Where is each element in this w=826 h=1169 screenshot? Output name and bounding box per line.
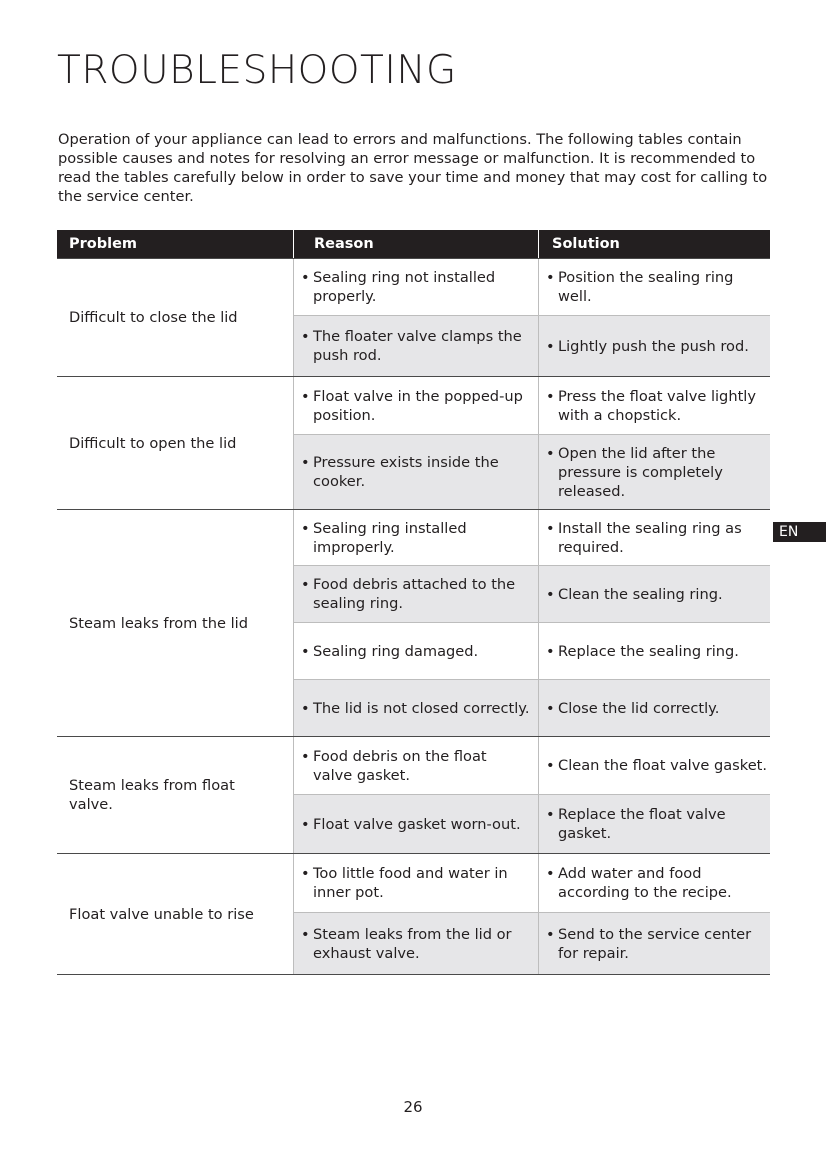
table-row bbox=[293, 565, 770, 622]
bullet: • bbox=[301, 576, 310, 593]
reason-cell bbox=[293, 623, 538, 679]
page-number: 26 bbox=[403, 1098, 423, 1116]
header-solution: Solution bbox=[538, 230, 770, 258]
reason-text: Too little food and water in inner pot. bbox=[313, 865, 508, 901]
table-row bbox=[293, 854, 770, 912]
solution-cell bbox=[538, 737, 770, 794]
reason-cell bbox=[293, 854, 538, 912]
reason-text: Sealing ring not installed properly. bbox=[313, 269, 496, 305]
bullet: • bbox=[546, 642, 555, 660]
intro-paragraph: Operation of your appliance can lead to errors and malfunctions. The following tables contain possible causes and notes for resolving an error message or malfunction. It is recommended to read the tables carefully below in order to save your time and money that may cost for calling to the service center. bbox=[58, 131, 768, 205]
solution-text: Lightly push the push rod. bbox=[558, 337, 749, 355]
solution-cell bbox=[538, 795, 770, 853]
table-group bbox=[57, 376, 770, 509]
bullet: • bbox=[301, 925, 310, 943]
bullet: • bbox=[546, 269, 555, 286]
table-row bbox=[293, 434, 770, 509]
solution-cell bbox=[538, 435, 770, 509]
table-row bbox=[293, 912, 770, 974]
reason-text: The floater valve clamps the push rod. bbox=[313, 328, 522, 364]
language-tab: EN bbox=[773, 522, 826, 542]
problem-cell: Steam leaks from the lid bbox=[69, 614, 248, 632]
solution-text: Position the sealing ring well. bbox=[558, 269, 734, 305]
bullet: • bbox=[301, 328, 310, 345]
bullet: • bbox=[301, 815, 310, 833]
reason-cell bbox=[293, 259, 538, 315]
reason-text: Sealing ring damaged. bbox=[313, 642, 479, 660]
solution-text: Clean the sealing ring. bbox=[558, 585, 723, 603]
solution-text: Add water and food according to the recipe. bbox=[558, 865, 732, 901]
reason-cell bbox=[293, 377, 538, 434]
solution-cell bbox=[538, 913, 770, 974]
bullet: • bbox=[301, 519, 310, 537]
reason-cell bbox=[293, 795, 538, 853]
reason-text: Float valve in the popped-up position. bbox=[313, 387, 523, 424]
table-row bbox=[293, 315, 770, 376]
bullet: • bbox=[546, 699, 555, 717]
reason-cell bbox=[293, 913, 538, 974]
solution-cell bbox=[538, 259, 770, 315]
bullet: • bbox=[301, 387, 310, 405]
bullet: • bbox=[546, 925, 555, 943]
problem-cell: Steam leaks from float valve. bbox=[69, 777, 235, 813]
bullet: • bbox=[546, 444, 555, 462]
solution-cell bbox=[538, 510, 770, 565]
table-row bbox=[293, 794, 770, 853]
bullet: • bbox=[546, 519, 555, 537]
problem-cell: Difficult to close the lid bbox=[69, 309, 238, 326]
bullet: • bbox=[301, 747, 310, 765]
solution-text: Send to the service center for repair. bbox=[558, 925, 752, 962]
header-problem: Problem bbox=[69, 236, 138, 252]
bullet: • bbox=[546, 806, 555, 823]
solution-text: Open the lid after the pressure is completely released. bbox=[558, 444, 723, 500]
table-group bbox=[57, 853, 770, 974]
bullet: • bbox=[546, 585, 555, 603]
solution-cell bbox=[538, 566, 770, 622]
reason-cell bbox=[293, 316, 538, 376]
reason-cell bbox=[293, 737, 538, 794]
solution-text: Close the lid correctly. bbox=[558, 699, 720, 717]
bullet: • bbox=[301, 699, 310, 717]
reason-text: Pressure exists inside the cooker. bbox=[313, 454, 499, 490]
reason-text: Food debris on the float valve gasket. bbox=[313, 747, 487, 784]
bullet: • bbox=[301, 454, 310, 471]
solution-text: Press the float valve lightly with a chopstick. bbox=[558, 387, 756, 424]
solution-cell bbox=[538, 316, 770, 376]
solution-cell bbox=[538, 377, 770, 434]
reason-text: Float valve gasket worn-out. bbox=[313, 815, 521, 833]
bullet: • bbox=[546, 757, 555, 774]
table-row bbox=[293, 622, 770, 679]
troubleshooting-table bbox=[57, 230, 770, 975]
reason-text: Food debris attached to the sealing ring. bbox=[313, 576, 516, 612]
solution-cell bbox=[538, 680, 770, 736]
table-row bbox=[293, 377, 770, 434]
reason-text: The lid is not closed correctly. bbox=[313, 699, 530, 717]
bullet: • bbox=[546, 387, 555, 405]
bullet: • bbox=[301, 642, 310, 660]
table-header bbox=[57, 230, 770, 258]
table-row bbox=[293, 737, 770, 794]
bullet: • bbox=[301, 865, 310, 882]
table-row bbox=[293, 259, 770, 315]
reason-cell bbox=[293, 680, 538, 736]
solution-cell bbox=[538, 623, 770, 679]
problem-cell: Difficult to open the lid bbox=[69, 434, 237, 452]
table-row bbox=[293, 510, 770, 565]
table-row bbox=[293, 679, 770, 736]
table-group bbox=[57, 509, 770, 736]
page-title: TROUBLESHOOTING bbox=[57, 48, 457, 93]
reason-text: Sealing ring installed improperly. bbox=[313, 519, 467, 556]
solution-text: Clean the float valve gasket. bbox=[558, 757, 768, 774]
table-group bbox=[57, 258, 770, 376]
reason-cell bbox=[293, 435, 538, 509]
header-reason: Reason bbox=[293, 230, 538, 258]
solution-text: Replace the sealing ring. bbox=[558, 642, 739, 660]
bullet: • bbox=[546, 865, 555, 882]
table-group bbox=[57, 736, 770, 853]
reason-text: Steam leaks from the lid or exhaust valve. bbox=[313, 925, 512, 962]
bullet: • bbox=[546, 337, 555, 355]
bullet: • bbox=[301, 269, 310, 286]
solution-cell bbox=[538, 854, 770, 912]
solution-text: Install the sealing ring as required. bbox=[558, 519, 742, 556]
reason-cell bbox=[293, 566, 538, 622]
problem-cell: Float valve unable to rise bbox=[69, 905, 254, 923]
reason-cell bbox=[293, 510, 538, 565]
solution-text: Replace the float valve gasket. bbox=[558, 806, 726, 842]
